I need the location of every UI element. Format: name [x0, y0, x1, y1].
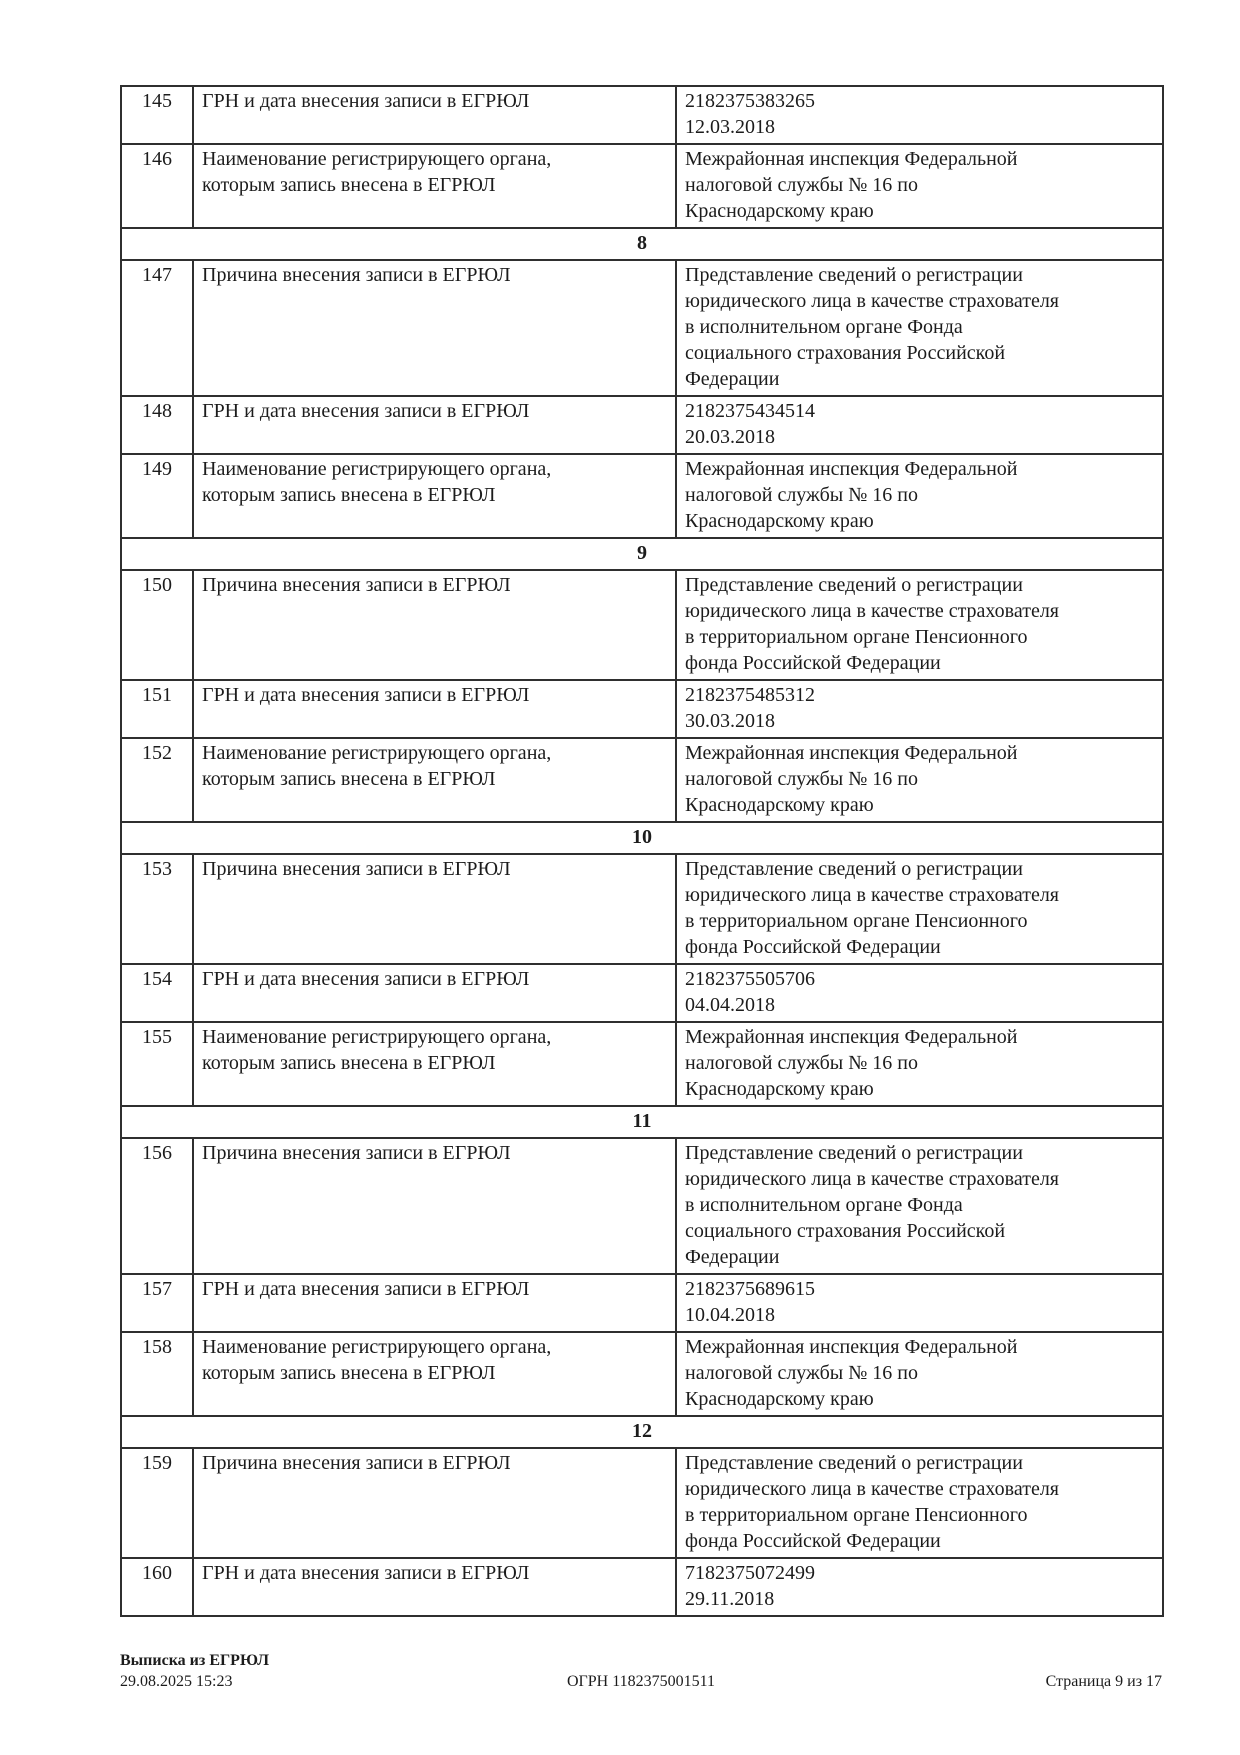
field-label-cell [193, 854, 676, 964]
entry-row [121, 454, 1163, 538]
text-line: Межрайонная инспекция Федеральной [685, 1026, 1018, 1048]
text-line: налоговой службы № 16 по [685, 174, 918, 196]
egrul-table [120, 85, 1164, 1617]
section-number: 12 [121, 1416, 1163, 1448]
field-value-cell [676, 260, 1163, 396]
text-line: 10.04.2018 [685, 1304, 775, 1326]
field-label-cell [193, 260, 676, 396]
footer-left [120, 1650, 567, 1692]
text-line: в исполнительном органе Фонда [685, 1194, 963, 1216]
text-line: Причина внесения записи в ЕГРЮЛ [202, 264, 511, 286]
row-number-cell: 148 [121, 396, 193, 454]
text-line: Межрайонная инспекция Федеральной [685, 458, 1018, 480]
text-line: которым запись внесена в ЕГРЮЛ [202, 1362, 496, 1384]
text-line: 04.04.2018 [685, 994, 775, 1016]
field-label-cell [193, 86, 676, 144]
section-number: 8 [121, 228, 1163, 260]
entry-row [121, 396, 1163, 454]
text-line: Наименование регистрирующего органа, [202, 1336, 552, 1358]
entry-row [121, 1558, 1163, 1616]
text-line: 2182375434514 [685, 400, 815, 422]
text-line: Причина внесения записи в ЕГРЮЛ [202, 858, 511, 880]
text-line: Межрайонная инспекция Федеральной [685, 148, 1018, 170]
field-value-cell [676, 570, 1163, 680]
row-number-cell: 155 [121, 1022, 193, 1106]
text-line: Наименование регистрирующего органа, [202, 742, 552, 764]
text-line: Краснодарскому краю [685, 1078, 874, 1100]
text-line: Причина внесения записи в ЕГРЮЛ [202, 1452, 511, 1474]
entry-row [121, 570, 1163, 680]
row-number-cell: 154 [121, 964, 193, 1022]
field-value-cell [676, 680, 1163, 738]
text-line: 7182375072499 [685, 1562, 815, 1584]
text-line: ГРН и дата внесения записи в ЕГРЮЛ [202, 400, 530, 422]
text-line: фонда Российской Федерации [685, 936, 941, 958]
text-line: Наименование регистрирующего органа, [202, 458, 552, 480]
text-line: которым запись внесена в ЕГРЮЛ [202, 1052, 496, 1074]
field-value-cell [676, 738, 1163, 822]
text-line: 2182375485312 [685, 684, 815, 706]
footer-page-number: Страница 9 из 17 [1045, 1673, 1163, 1690]
text-line: которым запись внесена в ЕГРЮЛ [202, 768, 496, 790]
field-label-cell [193, 570, 676, 680]
field-value-cell [676, 1138, 1163, 1274]
text-line: 12.03.2018 [685, 116, 775, 138]
text-line: Представление сведений о регистрации [685, 574, 1023, 596]
field-value-cell [676, 86, 1163, 144]
text-line: 2182375505706 [685, 968, 815, 990]
text-line: Представление сведений о регистрации [685, 264, 1023, 286]
field-label-cell [193, 1558, 676, 1616]
text-line: социального страхования Российской [685, 1220, 1006, 1242]
field-value-cell [676, 854, 1163, 964]
row-number-cell: 159 [121, 1448, 193, 1558]
field-label-cell [193, 1138, 676, 1274]
field-label-cell [193, 1022, 676, 1106]
section-number: 9 [121, 538, 1163, 570]
field-value-cell [676, 964, 1163, 1022]
section-number: 10 [121, 822, 1163, 854]
entry-row [121, 1274, 1163, 1332]
field-value-cell [676, 1022, 1163, 1106]
row-number-cell: 157 [121, 1274, 193, 1332]
field-value-cell [676, 454, 1163, 538]
text-line: которым запись внесена в ЕГРЮЛ [202, 484, 496, 506]
row-number-cell: 150 [121, 570, 193, 680]
text-line: юридического лица в качестве страхователя [685, 1168, 1060, 1190]
text-line: Представление сведений о регистрации [685, 1452, 1023, 1474]
row-number-cell: 160 [121, 1558, 193, 1616]
row-number-cell: 146 [121, 144, 193, 228]
section-row [121, 1416, 1163, 1448]
footer-ogrn: ОГРН 1182375001511 [566, 1673, 716, 1690]
text-line: ГРН и дата внесения записи в ЕГРЮЛ [202, 684, 530, 706]
text-line: Наименование регистрирующего органа, [202, 148, 552, 170]
text-line: Причина внесения записи в ЕГРЮЛ [202, 574, 511, 596]
text-line: ГРН и дата внесения записи в ЕГРЮЛ [202, 1562, 530, 1584]
text-line: 29.11.2018 [685, 1588, 775, 1610]
text-line: Представление сведений о регистрации [685, 1142, 1023, 1164]
text-line: 20.03.2018 [685, 426, 775, 448]
field-value-cell [676, 1274, 1163, 1332]
field-label-cell [193, 738, 676, 822]
field-value-cell [676, 396, 1163, 454]
text-line: налоговой службы № 16 по [685, 1362, 918, 1384]
text-line: Межрайонная инспекция Федеральной [685, 742, 1018, 764]
text-line: Федерации [685, 368, 780, 390]
text-line: Краснодарскому краю [685, 200, 874, 222]
row-number-cell: 147 [121, 260, 193, 396]
text-line: юридического лица в качестве страхователя [685, 884, 1060, 906]
text-line: Федерации [685, 1246, 780, 1268]
section-row [121, 538, 1163, 570]
text-line: Межрайонная инспекция Федеральной [685, 1336, 1018, 1358]
text-line: налоговой службы № 16 по [685, 768, 918, 790]
entry-row [121, 964, 1163, 1022]
field-label-cell [193, 454, 676, 538]
text-line: налоговой службы № 16 по [685, 1052, 918, 1074]
entry-row [121, 1138, 1163, 1274]
field-label-cell [193, 1448, 676, 1558]
page-footer [120, 1650, 1162, 1692]
text-line: в территориальном органе Пенсионного [685, 910, 1028, 932]
text-line: юридического лица в качестве страхователя [685, 1478, 1060, 1500]
text-line: ГРН и дата внесения записи в ЕГРЮЛ [202, 90, 530, 112]
field-label-cell [193, 396, 676, 454]
text-line: 2182375689615 [685, 1278, 815, 1300]
row-number-cell: 158 [121, 1332, 193, 1416]
text-line: юридического лица в качестве страхователя [685, 290, 1060, 312]
field-value-cell [676, 144, 1163, 228]
footer-doc-title: Выписка из ЕГРЮЛ [120, 1652, 270, 1669]
entry-row [121, 144, 1163, 228]
text-line: Причина внесения записи в ЕГРЮЛ [202, 1142, 511, 1164]
section-row [121, 1106, 1163, 1138]
field-label-cell [193, 964, 676, 1022]
text-line: социального страхования Российской [685, 342, 1006, 364]
field-label-cell [193, 144, 676, 228]
entry-row [121, 1448, 1163, 1558]
text-line: юридического лица в качестве страхователя [685, 600, 1060, 622]
text-line: ГРН и дата внесения записи в ЕГРЮЛ [202, 968, 530, 990]
text-line: которым запись внесена в ЕГРЮЛ [202, 174, 496, 196]
section-number: 11 [121, 1106, 1163, 1138]
section-row [121, 228, 1163, 260]
field-label-cell [193, 1332, 676, 1416]
text-line: 2182375383265 [685, 90, 815, 112]
entry-row [121, 680, 1163, 738]
field-label-cell [193, 1274, 676, 1332]
entry-row [121, 1332, 1163, 1416]
row-number-cell: 152 [121, 738, 193, 822]
text-line: Наименование регистрирующего органа, [202, 1026, 552, 1048]
text-line: ГРН и дата внесения записи в ЕГРЮЛ [202, 1278, 530, 1300]
row-number-cell: 153 [121, 854, 193, 964]
egrul-table-body [121, 86, 1163, 1616]
entry-row [121, 854, 1163, 964]
section-row [121, 822, 1163, 854]
text-line: Краснодарскому краю [685, 510, 874, 532]
footer-datetime: 29.08.2025 15:23 [120, 1673, 233, 1690]
entry-row [121, 1022, 1163, 1106]
text-line: фонда Российской Федерации [685, 652, 941, 674]
text-line: Краснодарскому краю [685, 794, 874, 816]
text-line: в исполнительном органе Фонда [685, 316, 963, 338]
field-value-cell [676, 1448, 1163, 1558]
row-number-cell: 149 [121, 454, 193, 538]
row-number-cell: 156 [121, 1138, 193, 1274]
row-number-cell: 145 [121, 86, 193, 144]
entry-row [121, 86, 1163, 144]
text-line: Представление сведений о регистрации [685, 858, 1023, 880]
field-value-cell [676, 1332, 1163, 1416]
entry-row [121, 738, 1163, 822]
text-line: 30.03.2018 [685, 710, 775, 732]
field-value-cell [676, 1558, 1163, 1616]
text-line: налоговой службы № 16 по [685, 484, 918, 506]
field-label-cell [193, 680, 676, 738]
entry-row [121, 260, 1163, 396]
row-number-cell: 151 [121, 680, 193, 738]
text-line: в территориальном органе Пенсионного [685, 626, 1028, 648]
text-line: в территориальном органе Пенсионного [685, 1504, 1028, 1526]
text-line: фонда Российской Федерации [685, 1530, 941, 1552]
text-line: Краснодарскому краю [685, 1388, 874, 1410]
